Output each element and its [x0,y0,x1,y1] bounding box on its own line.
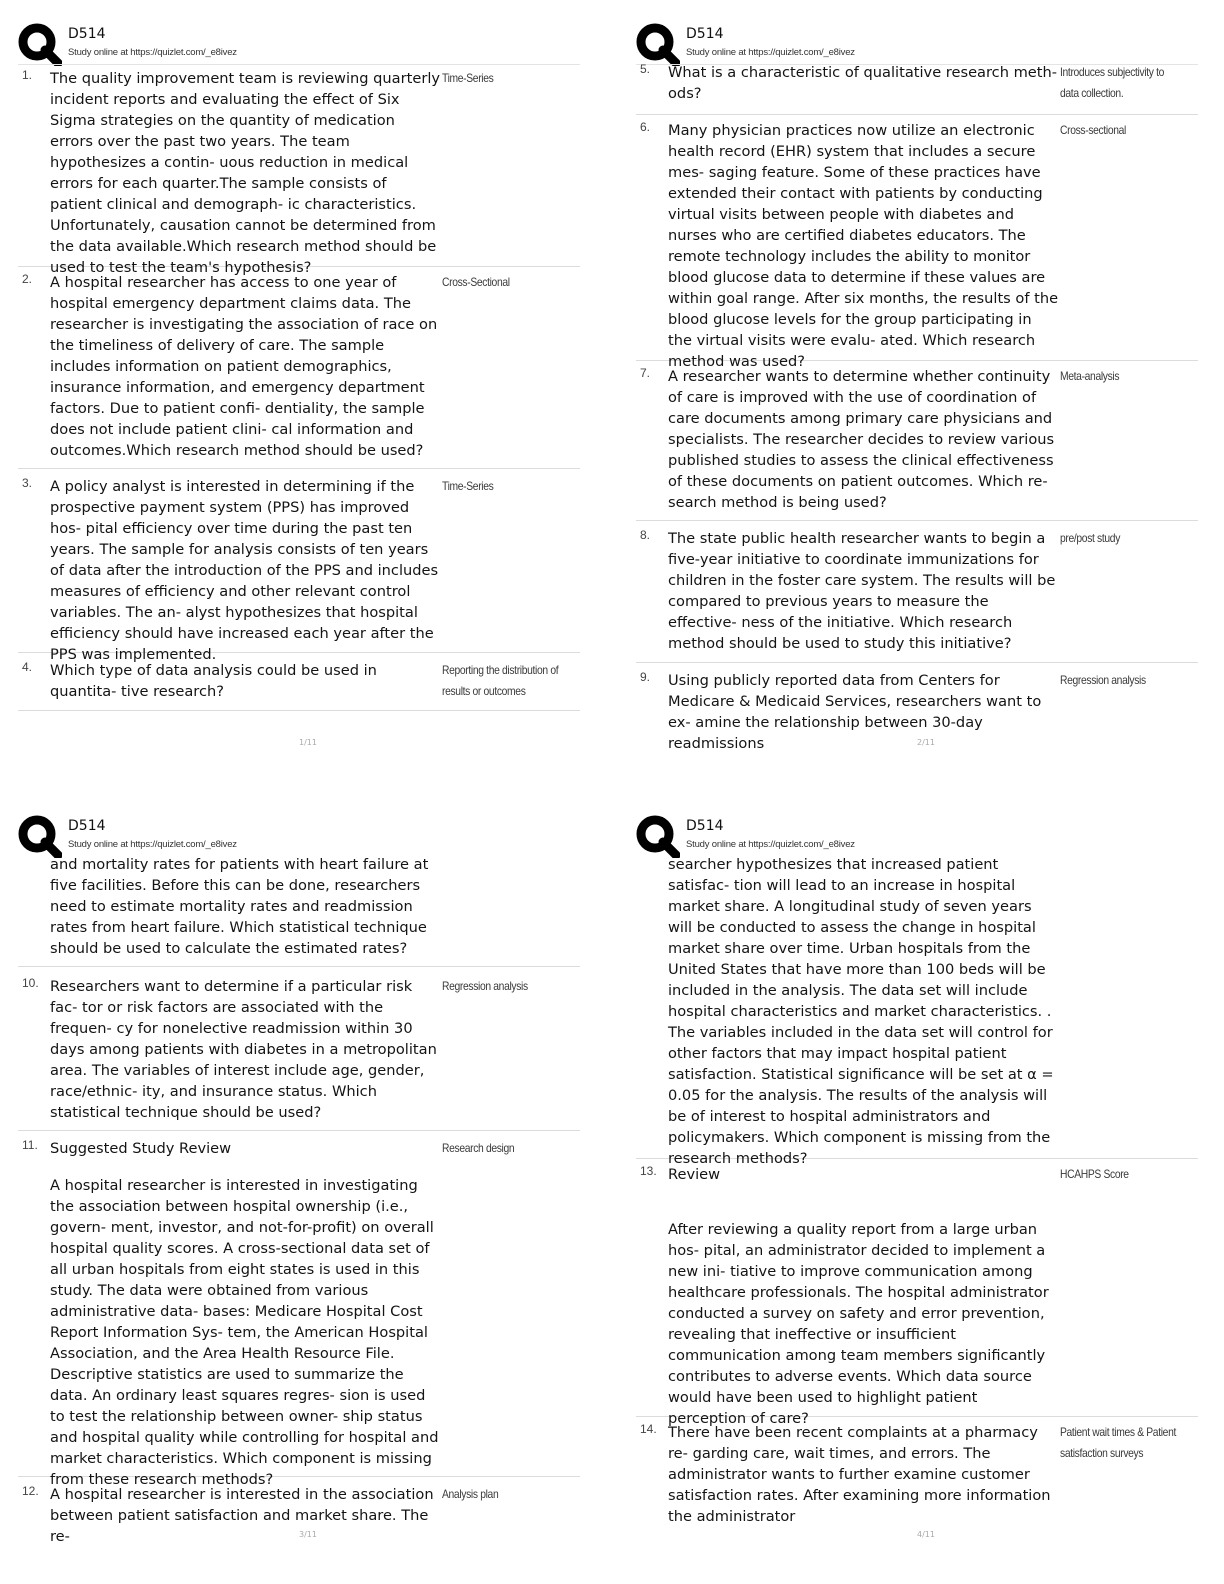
quizlet-logo-icon [18,22,62,66]
page-4 [636,814,1216,1582]
question-text: Many physician practices now utilize an electronic health record (EHR) system that includes a secure mes- saging feature. Some of these practices have extended their contact with patients by conducting virtual visits between people with diabetes and nurses who are certified diabetes educators. The remote technology includes the ability to monitor blood glucose data to determine if these values are within goal range. After six months, the results of the blood glucose levels for the group participating in the virtual visits were evalu- ated. Which research method was used? [668,122,1059,370]
question-text: The quality improvement team is reviewing quarterly incident reports and evaluating the effect of Six Sigma strategies on the quantity of medication errors over the past two years. The team hypothesizes a contin- uous reduction in medical errors for each quarter.The sample consists of patient clinical and demograph- ic characteristics. Unfortunately, causation cannot be determined from the data available.Which research method should be used to test the team's hypothesis? [50,70,441,276]
card-question [50,976,442,1123]
card-question [668,854,1060,1169]
card-12-continued [636,854,1198,1167]
card-5 [636,62,1198,115]
card-answer: Research design [442,1141,515,1155]
card-question [50,272,442,461]
study-online-link[interactable]: Study online at https://quizlet.com/_e8ivez [686,47,855,58]
card-number: 11. [22,1138,38,1152]
card-answer: Regression analysis [1060,673,1146,687]
question-text: A researcher wants to determine whether continuity of care is improved with the use of coordination of care documents among primary care physicians and specialists. The researcher decides to review various published studies to assess the clinical effectiveness of these documents on patient outcomes. Which re- search method is being used? [668,368,1055,511]
question-text: A hospital researcher has access to one year of hospital emergency department claims data. The researcher is investigating the association of race on the timeliness of delivery of care. The sample includes information on patient demographics, insurance information, and emergency department factors. Due to patient confi- dentiality, the sample does not include patient clini- cal information and outcomes.Which research method should be used? [50,274,438,459]
card-7 [636,366,1198,521]
card-number: 10. [22,976,39,990]
card-9-continued [18,854,580,967]
card-question [668,366,1060,513]
card-1 [18,68,580,276]
card-13 [636,1164,1198,1427]
card-answer: Meta-analysis [1060,369,1120,383]
quizlet-logo-icon [18,814,62,858]
card-answer: Patient wait times & Patient satisfaction surveys [1060,1425,1176,1460]
question-text: There have been recent complaints at a pharmacy re- garding care, wait times, and errors. The administrator wants to further examine customer satisfaction rates. After examining more information the administrator [668,1424,1051,1525]
card-answer: Cross-Sectional [442,275,510,289]
card-answer: HCAHPS Score [1060,1167,1129,1181]
question-text: After reviewing a quality report from a large urban hos- pital, an administrator decided to implement a new ini- tiative to improve communication among healthcare professionals. The hospital administrator conducted a survey on safety and error prevention, revealing that ineffective or insufficient communication among team members significantly contributes to adverse events. Which data source would have been used to highlight patient perception of care? [668,1221,1049,1427]
question-text: What is a characteristic of qualitative research meth- ods? [668,64,1058,102]
question-text: Using publicly reported data from Centers for Medicare & Medicaid Services, researchers want to ex- amine the relationship between 30-day readmissions [668,672,1042,752]
card-2 [18,272,580,469]
card-question [50,68,442,278]
card-number: 5. [640,62,651,76]
card-question [50,1138,442,1490]
card-question [668,1422,1060,1527]
card-number: 13. [640,1164,657,1178]
card-number: 8. [640,528,651,542]
page-number: 3/11 [299,1530,317,1539]
card-4 [18,660,580,711]
page-number: 1/11 [299,738,317,747]
question-text: A hospital researcher is interested in investigating the association between hospital ownership (i.e., govern- ment, investor, and not-for-profit) on overall hospital quality scores. A cross-sectional data set of all urban hospitals from eight states is used in this study. The data were obtained from various administrative data- bases: Medicare Hospital Cost Report Information Sys- tem, the American Hospital Association, and the Area Health Resource File. Descriptive statistics are used to summarize the data. An ordinary least squares regres- sion is used to test the relationship between owner- ship status and hospital quality while controlling for hospital and market characteristics. Which component is missing from these research methods? [50,1177,439,1488]
question-text: searcher hypothesizes that increased patient satisfac- tion will lead to an increase in hospital market share. A longitudinal study of seven years will be conducted to assess the change in hospital market share over time. Urban hospitals from the United States that have more than 100 beds will be included in the analysis. The data set will include hospital characteristics and market characteristics. . The variables included in the data set will control for other factors that may impact hospital patient satisfaction. Statistical significance will be set at α = 0.05 for the analysis. The results of the analysis will be of interest to hospital administrators and policymakers. Which component is missing from the research methods? [668,856,1054,1167]
study-online-link[interactable]: Study online at https://quizlet.com/_e8ivez [68,839,237,850]
card-6 [636,120,1198,370]
page-number: 2/11 [917,738,935,747]
question-text: A hospital researcher is interested in the association between patient satisfaction and market share. The re- [50,1486,434,1545]
card-answer: pre/post study [1060,531,1121,545]
card-number: 6. [640,120,651,134]
card-number: 14. [640,1422,657,1436]
card-question [50,476,442,665]
question-text: The state public health researcher wants to begin a five-year initiative to coordinate immunizations for children in the foster care system. The results will be compared to previous years to measure the effective- ness of the initiative. Which research method should be used to study this initiative? [668,530,1056,652]
card-number: 9. [640,670,651,684]
card-number: 7. [640,366,651,380]
card-number: 2. [22,272,33,286]
page-3 [18,814,598,1582]
question-text: and mortality rates for patients with heart failure at five facilities. Before this can be done, researchers need to estimate mortality rates and readmission rates from heart failure. Which statistical technique should be used to calculate the estimated rates? [50,856,429,957]
card-3 [18,476,580,663]
question-heading: Suggested Study Review [50,1140,232,1157]
deck-title: D514 [68,818,106,834]
header-divider [18,64,580,65]
study-online-link[interactable]: Study online at https://quizlet.com/_e8ivez [68,47,237,58]
card-question [50,854,442,959]
card-answer: Analysis plan [442,1487,499,1501]
card-10 [18,976,580,1131]
deck-title: D514 [686,26,724,42]
card-question [668,120,1060,372]
question-text: A policy analyst is interested in determining if the prospective payment system (PPS) has improved hos- pital efficiency over time during the past ten years. The sample for analysis consists of ten years of data after the introduction of the PPS and includes measures of efficiency and other relevant control variables. The an- alyst hypothesizes that hospital efficiency should have increased each year after the PPS was implemented. [50,478,439,663]
card-number: 1. [22,68,33,82]
card-answer: Time-Series [442,479,494,493]
card-answer: Time-Series [442,71,494,85]
card-question [50,660,442,702]
card-number: 4. [22,660,33,674]
page-2 [636,22,1216,790]
card-14 [636,1422,1198,1525]
deck-title: D514 [686,818,724,834]
card-number: 3. [22,476,33,490]
card-8 [636,528,1198,663]
deck-title: D514 [68,26,106,42]
quizlet-logo-icon [636,814,680,858]
study-online-link[interactable]: Study online at https://quizlet.com/_e8ivez [686,839,855,850]
card-question [668,1164,1060,1429]
question-text: Which type of data analysis could be used in quantita- tive research? [50,662,377,700]
quizlet-logo-icon [636,22,680,66]
page-number: 4/11 [917,1530,935,1539]
card-question [668,528,1060,654]
card-answer: Reporting the distribution of results or outcomes [442,663,559,698]
card-11 [18,1138,580,1488]
card-answer: Introduces subjectivity to data collection. [1060,65,1165,100]
card-number: 12. [22,1484,39,1498]
question-heading: Review [668,1166,721,1183]
card-question [668,62,1060,104]
card-answer: Cross-sectional [1060,123,1126,137]
page-1 [18,22,598,790]
question-text: Researchers want to determine if a particular risk fac- tor or risk factors are associated with the frequen- cy for nonelective readmission within 30 days among patients with diabetes in a metropolitan area. The variables of interest include age, gender, race/ethnic- ity, and insurance status. Which statistical technique should be used? [50,978,437,1121]
card-answer: Regression analysis [442,979,528,993]
